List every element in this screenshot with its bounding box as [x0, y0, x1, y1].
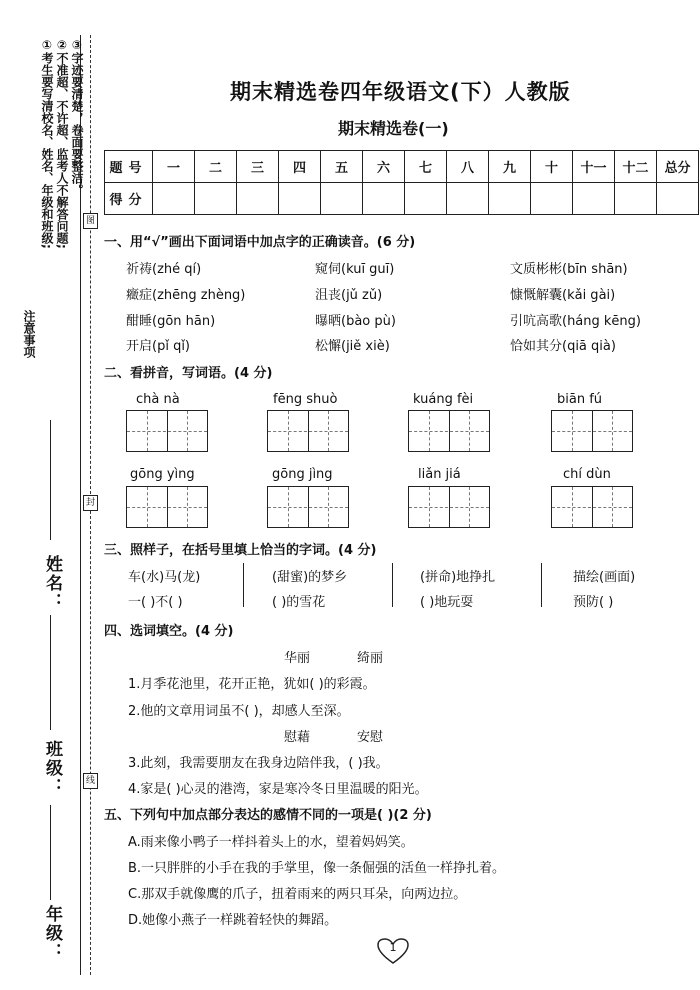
score-cell[interactable] [363, 183, 405, 215]
q1-item[interactable]: 开启(pǐ qǐ) [126, 339, 191, 354]
q-num: 七 [405, 151, 447, 183]
q2-pinyin: chà nà [136, 392, 180, 407]
q2-writing-grid[interactable] [267, 486, 349, 528]
grade-label: 年级： [42, 905, 62, 962]
score-head-points: 得分 [105, 183, 153, 215]
name-label: 姓名： [42, 555, 62, 612]
q2-pinyin: liǎn jiá [418, 467, 461, 482]
q4-word-choice: 慰藉 [284, 730, 311, 745]
q2-pinyin: fēng shuò [273, 392, 338, 407]
q3-blank[interactable]: 预防( ) [573, 595, 614, 610]
score-head-number: 题号 [105, 151, 153, 183]
name-line[interactable] [50, 420, 51, 540]
score-cell[interactable] [195, 183, 237, 215]
score-table [104, 150, 699, 215]
score-cell[interactable] [153, 183, 195, 215]
q3-blank[interactable]: ( )的雪花 [272, 595, 326, 610]
score-row-numbers [105, 151, 699, 183]
q2-writing-grid[interactable] [551, 410, 633, 452]
score-cell[interactable] [531, 183, 573, 215]
q4-word-choice: 华丽 [284, 651, 311, 666]
page-number: 1 [389, 941, 397, 954]
q-num: 五 [321, 151, 363, 183]
q3-example: (拼命)地挣扎 [420, 570, 496, 585]
q3-title: 三、照样子，在括号里填上恰当的字词。(4 分) [104, 543, 377, 558]
q2-writing-grid[interactable] [408, 486, 490, 528]
q1-item[interactable]: 酣睡(gōn hān) [126, 314, 216, 329]
q1-item[interactable]: 恰如其分(qiā qià) [510, 339, 616, 354]
binding-mark-1: 图 [83, 213, 98, 229]
q2-writing-grid[interactable] [126, 486, 208, 528]
q3-separator [392, 563, 393, 607]
q2-writing-grid[interactable] [551, 486, 633, 528]
score-cell[interactable] [447, 183, 489, 215]
q1-item[interactable]: 沮丧(jǔ zǔ) [315, 288, 383, 303]
q5-title: 五、下列句中加点部分表达的感情不同的一项是( )(2 分) [104, 808, 432, 823]
q2-pinyin: kuáng fèi [413, 392, 474, 407]
q-num: 三 [237, 151, 279, 183]
binding-mark-2: 封 [83, 495, 98, 511]
q5-option-b[interactable]: B.一只胖胖的小手在我的手掌里，像一条倔强的活鱼一样挣扎着。 [128, 861, 506, 876]
q-num: 八 [447, 151, 489, 183]
q-num: 十一 [573, 151, 615, 183]
exam-subtitle: 期末精选卷(一) [338, 119, 449, 138]
score-cell[interactable] [657, 183, 699, 215]
q1-item[interactable]: 祈祷(zhé qí) [126, 262, 202, 277]
q4-sentence[interactable]: 1.月季花池里，花开正艳，犹如( )的彩霞。 [128, 677, 376, 692]
notes-line-2: ②不准超、不许超、监考人不解答问题; [55, 38, 69, 249]
score-row-points [105, 183, 699, 215]
q4-sentence[interactable]: 3.此刻，我需要朋友在我身边陪伴我，( )我。 [128, 756, 389, 771]
score-cell[interactable] [615, 183, 657, 215]
q4-sentence[interactable]: 4.家是( )心灵的港湾，家是寒冷冬日里温暖的阳光。 [128, 782, 428, 797]
q1-item[interactable]: 曝晒(bào pù) [315, 314, 396, 329]
q4-sentence[interactable]: 2.他的文章用词虽不( )，却感人至深。 [128, 704, 350, 719]
q1-title: 一、用“√”画出下面词语中加点字的正确读音。(6 分) [104, 235, 416, 250]
q-num: 一 [153, 151, 195, 183]
q1-item[interactable]: 松懈(jiě xiè) [315, 339, 390, 354]
class-label: 班级： [42, 740, 62, 797]
q2-pinyin: gōng jìng [272, 467, 333, 482]
score-cell[interactable] [405, 183, 447, 215]
score-cell[interactable] [321, 183, 363, 215]
q-num: 十二 [615, 151, 657, 183]
score-cell[interactable] [237, 183, 279, 215]
q1-item[interactable]: 文质彬彬(bīn shān) [510, 262, 628, 277]
exam-title: 期末精选卷四年级语文(下）人教版 [230, 80, 571, 104]
q2-writing-grid[interactable] [267, 410, 349, 452]
q1-item[interactable]: 窥伺(kuī guī) [315, 262, 395, 277]
notes-line-1: ①考生要写清校名、姓名、年级和班级; [40, 38, 54, 249]
class-line[interactable] [50, 615, 51, 730]
q-num: 六 [363, 151, 405, 183]
score-cell[interactable] [489, 183, 531, 215]
binding-mark-3: 线 [83, 773, 98, 789]
q5-option-a[interactable]: A.雨来像小鸭子一样抖着头上的水，望着妈妈笑。 [128, 835, 414, 850]
q2-writing-grid[interactable] [126, 410, 208, 452]
q-num-total: 总分 [657, 151, 699, 183]
q-num: 十 [531, 151, 573, 183]
q-num: 二 [195, 151, 237, 183]
q3-separator [541, 563, 542, 607]
q2-writing-grid[interactable] [408, 410, 490, 452]
q-num: 九 [489, 151, 531, 183]
q1-item[interactable]: 癥症(zhēng zhèng) [126, 288, 246, 303]
q3-example: 描绘(画面) [573, 570, 636, 585]
q5-option-d[interactable]: D.她像小燕子一样跳着轻快的舞蹈。 [128, 913, 338, 928]
q3-blank[interactable]: 一( )不( ) [128, 595, 183, 610]
q3-example: 车(水)马(龙) [128, 570, 201, 585]
score-cell[interactable] [279, 183, 321, 215]
q2-title: 二、看拼音，写词语。(4 分) [104, 366, 273, 381]
notes-label: 注意事项 [22, 310, 36, 358]
q1-item[interactable]: 引吭高歌(háng kēng) [510, 314, 641, 329]
q3-blank[interactable]: ( )地玩耍 [420, 595, 474, 610]
q4-word-choice: 安慰 [357, 730, 384, 745]
q3-example: (甜蜜)的梦乡 [272, 570, 348, 585]
score-cell[interactable] [573, 183, 615, 215]
q-num: 四 [279, 151, 321, 183]
q3-separator [243, 563, 244, 607]
notes-line-3: ③字迹要清楚，卷面要整洁。 [70, 38, 84, 196]
q4-word-choice: 绮丽 [357, 651, 384, 666]
q2-pinyin: chí dùn [563, 467, 611, 482]
q1-item[interactable]: 慷慨解囊(kǎi gài) [510, 288, 616, 303]
q2-pinyin: biān fú [557, 392, 603, 407]
q4-title: 四、选词填空。(4 分) [104, 624, 234, 639]
grade-line[interactable] [50, 805, 51, 900]
q5-option-c[interactable]: C.那双手就像鹰的爪子，扭着雨来的两只耳朵，向两边拉。 [128, 887, 467, 902]
q2-pinyin: gōng yìng [130, 467, 195, 482]
